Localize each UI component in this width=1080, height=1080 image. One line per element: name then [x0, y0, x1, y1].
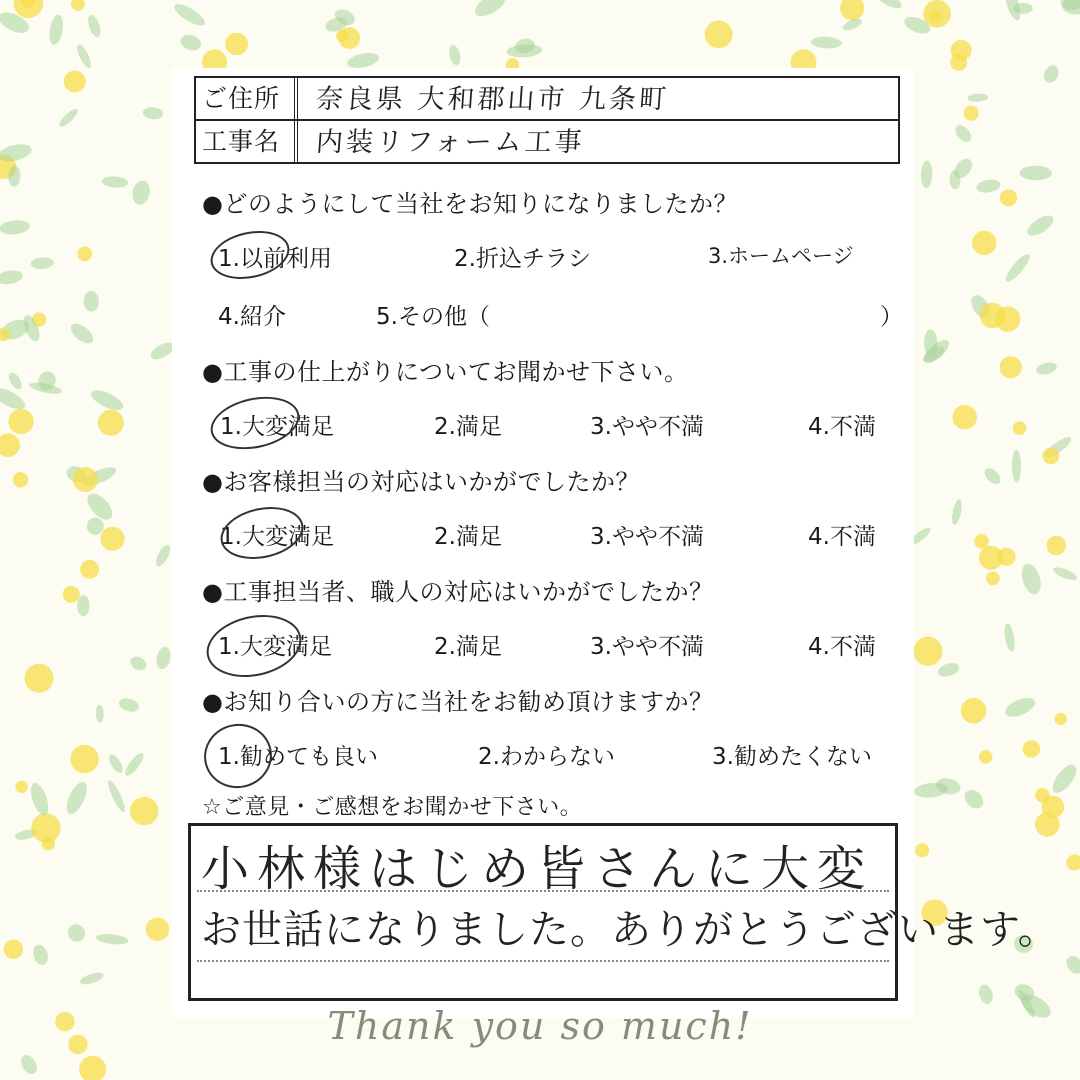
- question-2: ●工事の仕上がりについてお聞かせ下さい。: [202, 358, 689, 386]
- q1-option-1[interactable]: 1.以前利用: [218, 246, 332, 272]
- flower: [1000, 356, 1022, 378]
- leaf: [961, 786, 987, 812]
- address-value: 奈良県 大和郡山市 九条町: [314, 84, 671, 115]
- q1-option-5-close: ）: [880, 304, 903, 330]
- flower: [1013, 421, 1027, 435]
- flower: [980, 303, 1006, 329]
- leaf: [982, 465, 1004, 487]
- leaf: [6, 370, 24, 391]
- comment-line-1: 小林様はじめ皆さんに大変: [201, 841, 874, 897]
- flower: [997, 548, 1015, 566]
- q3-option-1[interactable]: 1.大変満足: [220, 524, 334, 550]
- leaf: [0, 268, 24, 286]
- flower: [913, 637, 942, 666]
- leaf: [1003, 694, 1038, 720]
- flower: [986, 572, 1000, 586]
- leaf: [105, 779, 127, 814]
- leaf: [1048, 761, 1080, 797]
- leaf: [171, 0, 207, 29]
- ruled-line: [197, 960, 889, 962]
- q5-option-3[interactable]: 3.勧めたくない: [712, 744, 872, 770]
- flower: [79, 1056, 106, 1080]
- leaf: [810, 36, 842, 49]
- address-label: ご住所: [196, 78, 298, 119]
- question-4: ●工事担当者、職人の対応はいかがでしたか？: [202, 578, 714, 606]
- flower: [974, 534, 989, 549]
- leaf: [31, 943, 51, 967]
- question-1: ●どのようにして当社をお知りになりましたか？: [202, 190, 738, 218]
- leaf: [83, 291, 99, 312]
- leaf: [1003, 251, 1033, 284]
- question-3: ●お客様担当の対応はいかがでしたか？: [202, 468, 640, 496]
- work-name-row: [196, 121, 898, 164]
- leaf: [18, 1052, 40, 1077]
- q1-option-4[interactable]: 4.紹介: [218, 304, 286, 330]
- flower: [336, 30, 348, 42]
- leaf: [1052, 565, 1079, 583]
- leaf: [975, 178, 1001, 195]
- leaf: [921, 160, 933, 188]
- comments-box: [188, 823, 1059, 1001]
- leaf: [63, 779, 91, 817]
- flower: [951, 40, 972, 61]
- leaf: [128, 654, 149, 673]
- leaf: [27, 781, 51, 818]
- leaf: [65, 921, 88, 945]
- flower: [77, 246, 92, 261]
- flower: [1055, 713, 1067, 725]
- q4-option-2[interactable]: 2.満足: [434, 634, 502, 660]
- leaf: [875, 0, 904, 11]
- flower: [100, 527, 124, 551]
- leaf: [130, 179, 152, 206]
- leaf: [936, 661, 961, 679]
- leaf: [1035, 361, 1058, 377]
- flower: [961, 698, 987, 724]
- flower: [25, 664, 54, 693]
- flower: [146, 917, 170, 941]
- address-row: [196, 78, 898, 121]
- q1-option-3[interactable]: 3.ホームページ: [708, 244, 854, 268]
- flower: [130, 797, 158, 825]
- selection-circle: [206, 389, 304, 457]
- q2-option-2[interactable]: 2.満足: [434, 414, 502, 440]
- q4-option-4[interactable]: 4.不満: [808, 634, 876, 660]
- q3-option-3[interactable]: 3.やや不満: [590, 524, 704, 550]
- flower: [1035, 788, 1049, 802]
- q3-option-4[interactable]: 4.不満: [808, 524, 876, 550]
- leaf: [977, 983, 995, 1006]
- leaf: [122, 751, 146, 779]
- leaf: [471, 0, 509, 21]
- leaf: [83, 489, 117, 524]
- flower: [972, 231, 996, 255]
- leaf: [1024, 212, 1057, 240]
- q2-option-4[interactable]: 4.不満: [808, 414, 876, 440]
- flower: [1066, 855, 1080, 871]
- header-table: [194, 76, 900, 164]
- flower: [915, 843, 929, 857]
- selection-circle: [201, 607, 307, 686]
- selection-circle: [216, 500, 309, 566]
- flower: [225, 33, 248, 56]
- leaf: [967, 93, 988, 102]
- leaf: [153, 543, 173, 569]
- flower: [953, 405, 977, 429]
- q2-option-1[interactable]: 1.大変満足: [220, 414, 334, 440]
- work-name-value: 内装リフォーム工事: [314, 127, 586, 158]
- flower: [1035, 812, 1059, 836]
- leaf: [77, 595, 90, 616]
- leaf: [47, 13, 65, 45]
- leaf: [950, 499, 963, 526]
- flower: [98, 410, 124, 436]
- flower: [63, 586, 80, 603]
- q4-option-3[interactable]: 3.やや不満: [590, 634, 704, 660]
- flower: [70, 745, 98, 773]
- leaf: [86, 517, 105, 536]
- leaf: [0, 141, 33, 164]
- flower: [1023, 740, 1040, 757]
- leaf: [154, 645, 172, 670]
- leaf: [117, 696, 140, 714]
- leaf: [1012, 449, 1021, 482]
- leaf: [88, 386, 126, 414]
- comments-prompt: ☆ご意見・ご感想をお聞かせ下さい。: [202, 795, 583, 820]
- flower: [71, 0, 85, 11]
- q5-option-1[interactable]: 1.勧めても良い: [218, 744, 378, 770]
- leaf: [74, 43, 93, 70]
- leaf: [79, 970, 105, 986]
- questionnaire-sheet: [172, 68, 1059, 1018]
- leaf: [57, 106, 80, 129]
- leaf: [106, 752, 125, 775]
- comment-line-2: お世話になりました。ありがとうございます。: [201, 907, 1059, 953]
- leaf: [0, 384, 28, 414]
- leaf: [447, 44, 462, 66]
- flower: [0, 433, 20, 457]
- q2-option-3[interactable]: 3.やや不満: [590, 414, 704, 440]
- flower: [13, 0, 43, 18]
- leaf: [1018, 561, 1044, 596]
- flower: [73, 467, 98, 492]
- leaf: [101, 176, 128, 189]
- flower: [8, 409, 33, 434]
- leaf: [1003, 623, 1017, 653]
- leaf: [178, 32, 203, 53]
- work-name-label: 工事名: [196, 121, 298, 164]
- flower: [80, 560, 99, 579]
- flower: [1047, 536, 1067, 556]
- leaf: [142, 106, 164, 120]
- q3-option-2[interactable]: 2.満足: [434, 524, 502, 550]
- flower: [705, 21, 733, 49]
- leaf: [95, 705, 104, 723]
- flower: [64, 70, 86, 92]
- q4-option-1[interactable]: 1.大変満足: [218, 634, 332, 660]
- question-5: ●お知り合いの方に当社をお勧め頂けますか？: [202, 688, 714, 716]
- q1-option-2[interactable]: 2.折込チラシ: [454, 246, 591, 272]
- thank-you-script: Thank you so much!: [327, 1004, 753, 1048]
- leaf: [1020, 166, 1052, 181]
- flower: [15, 781, 28, 794]
- leaf: [1062, 0, 1080, 15]
- flower: [1000, 189, 1017, 206]
- leaf: [1041, 63, 1061, 85]
- leaf: [95, 932, 129, 945]
- flower: [13, 472, 28, 487]
- leaf: [67, 320, 96, 347]
- flower: [840, 0, 864, 20]
- leaf: [0, 219, 31, 236]
- flower: [4, 939, 23, 958]
- flower: [964, 106, 979, 121]
- flower: [31, 813, 60, 842]
- selection-circle: [198, 718, 278, 795]
- leaf: [30, 257, 54, 270]
- q1-option-5[interactable]: 5.その他（: [376, 304, 490, 330]
- leaf: [86, 13, 103, 38]
- flower: [979, 750, 993, 764]
- flower: [929, 10, 941, 22]
- leaf: [1063, 953, 1080, 977]
- selection-circle: [206, 224, 294, 286]
- leaf: [952, 122, 974, 145]
- q5-option-2[interactable]: 2.わからない: [478, 744, 615, 770]
- flower: [1043, 448, 1060, 465]
